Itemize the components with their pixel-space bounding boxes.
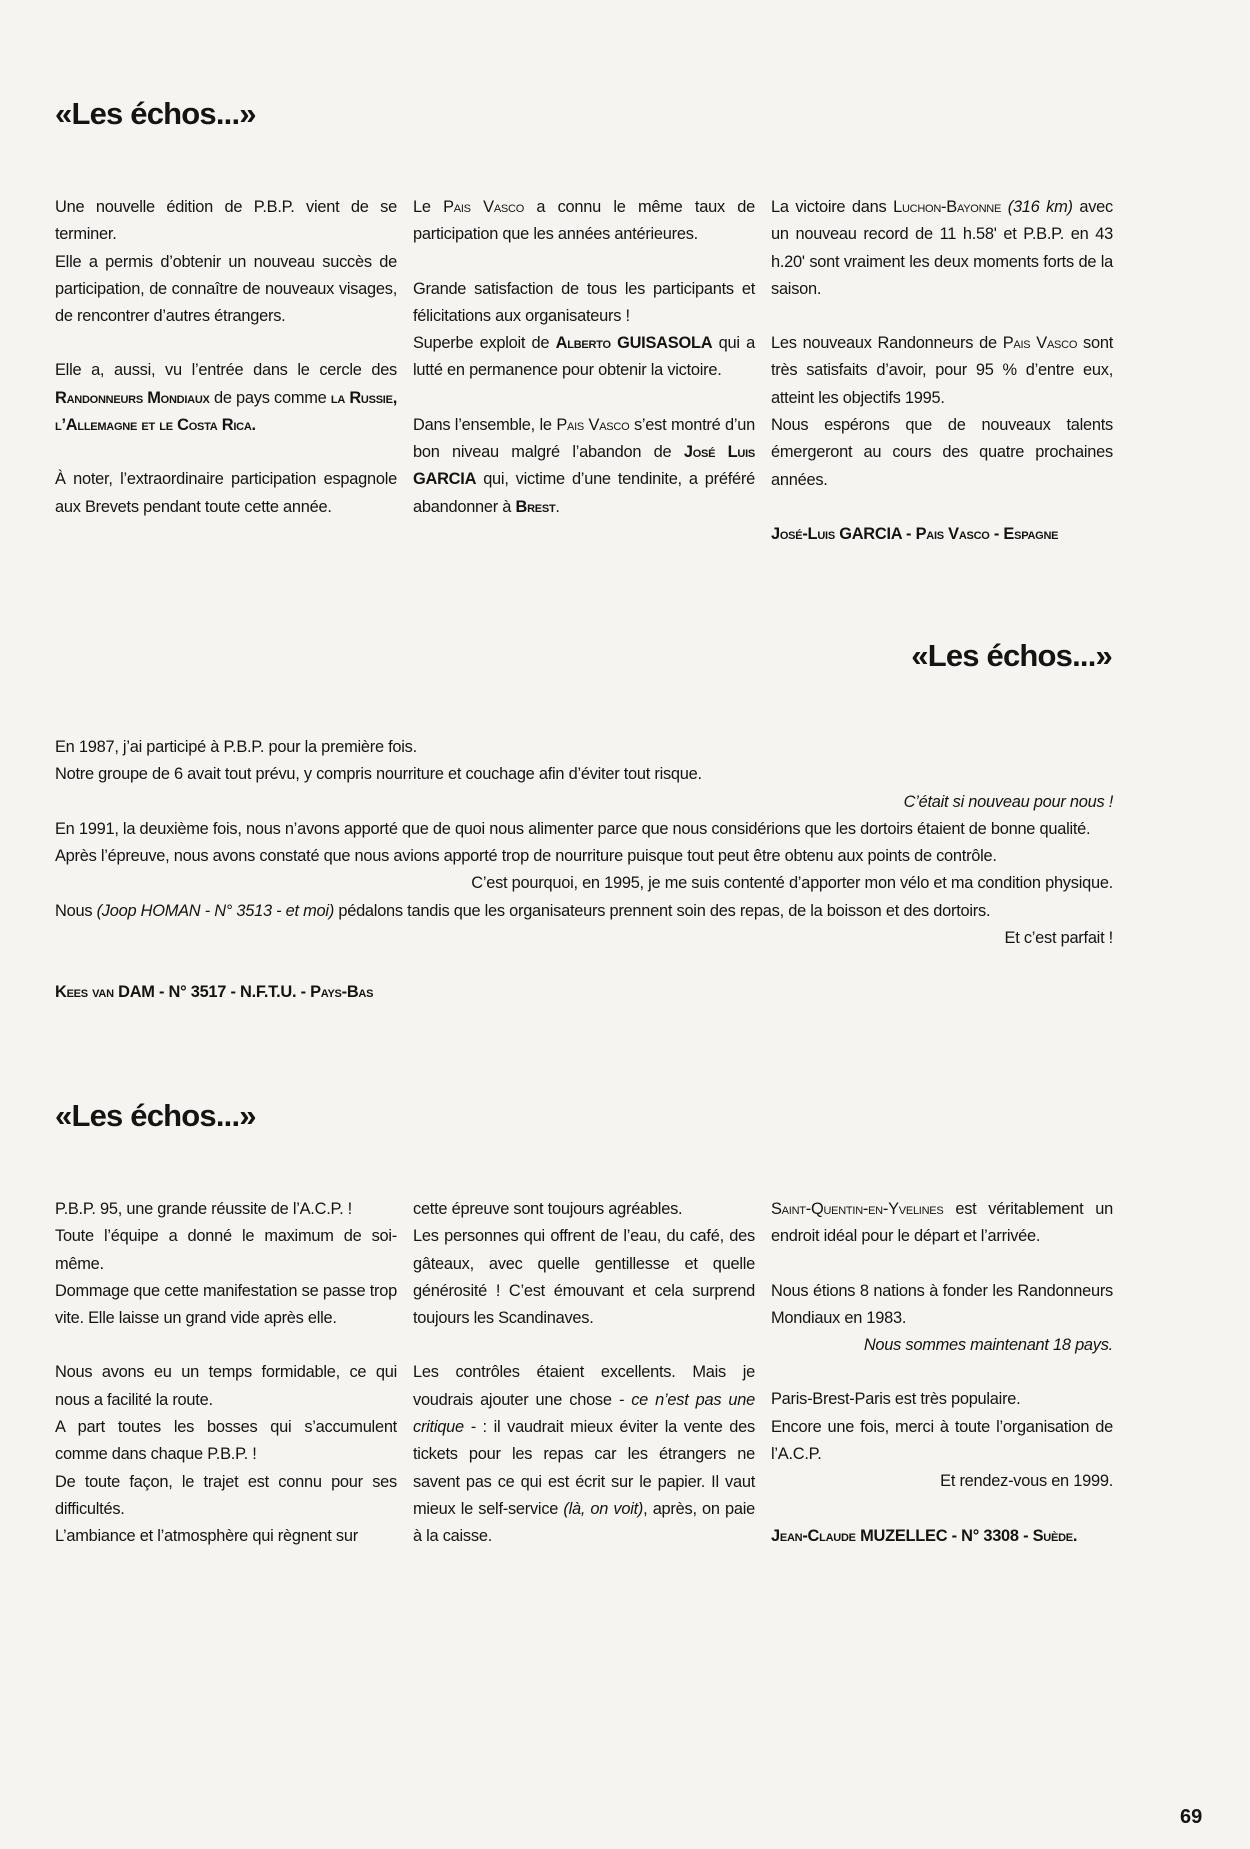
text-run: Une nouvelle édition de P.B.P. vient de se terminer.: [55, 198, 397, 244]
section1-column-1: [55, 194, 397, 521]
text-run: (là, on voit): [563, 1499, 644, 1518]
text-run: À noter, l’extraordinaire participation espagnole aux Brevets pendant toute cette année.: [55, 470, 397, 516]
text-run: .: [555, 497, 560, 516]
text-run: GUISASOLA: [610, 334, 713, 353]
text-run: (316 km): [1007, 198, 1073, 216]
text-run: De toute façon, le trajet est connu pour ses difficultés.: [55, 1472, 397, 1518]
page-number: 69: [1180, 1806, 1203, 1828]
paragraph: [771, 1414, 1113, 1469]
paragraph: [771, 412, 1113, 494]
paragraph: [413, 194, 755, 249]
text-run: - ce n’est pas une critique -: [413, 1390, 755, 1437]
text-run: P.B.P. 95, une grande réussite de l’A.C.P. !: [55, 1200, 352, 1218]
paragraph: [55, 466, 397, 521]
section3-column-2: [413, 1196, 755, 1551]
text-run: Dommage que cette manifestation se passe trop vite. Elle laisse un grand vide après elle.: [55, 1281, 397, 1328]
text-run: MUZELLEC - N° 3308 -: [855, 1526, 1033, 1545]
text-run: Le: [413, 198, 444, 216]
text-run: La victoire dans: [771, 198, 894, 216]
paragraph: [413, 330, 755, 385]
text-run: est véritablement un endroit idéal pour le départ et l’arrivée.: [771, 1200, 1113, 1246]
text-run: Encore une fois, merci à toute l’organisation de l’A.C.P.: [771, 1417, 1113, 1464]
text-run: , après, on paie à la caisse.: [413, 1499, 755, 1546]
text-run: qui, victime d’une tendinite, a préféré abandonner à: [413, 470, 755, 516]
text-run: qui a lutté en permanence pour obtenir la victoire.: [413, 334, 755, 380]
paragraph: [771, 1468, 1113, 1495]
text-run: Pais Vasco: [1002, 334, 1078, 353]
paragraph: [413, 276, 755, 331]
paragraph: [55, 898, 1113, 925]
text-run: C’est pourquoi, en 1995, je me suis contenté d’apporter mon vélo et ma condition physique.: [471, 874, 1113, 893]
text-run: Alberto: [555, 334, 611, 353]
paragraph: [771, 1386, 1113, 1413]
text-run: pédalons tandis que les organisateurs prennent soin des repas, de la boisson et des dortoirs.: [334, 901, 991, 920]
text-run: Toute l’équipe a donné le maximum de soi-même.: [55, 1227, 397, 1273]
text-run: sont très satisfaits d’avoir, pour 95 % d’entre eux, atteint les objectifs 1995.: [771, 334, 1113, 407]
paragraph: [55, 979, 1113, 1006]
section1-title: «Les échos...»: [55, 96, 256, 131]
text-run: (Joop HOMAN - N° 3513 - et moi): [96, 901, 335, 920]
text-run: José-Luis: [771, 524, 835, 543]
text-run: Les contrôles étaient excellents. Mais je voudrais ajouter une chose: [413, 1363, 755, 1409]
text-run: Et c’est parfait !: [1004, 929, 1113, 948]
paragraph: [771, 330, 1113, 412]
paragraph: [55, 1414, 397, 1469]
text-run: cette épreuve sont toujours agréables.: [413, 1200, 683, 1218]
paragraph: [55, 249, 397, 331]
text-run: Nous espérons que de nouveaux talents émergeront au cours des quatre prochaines années.: [771, 416, 1113, 489]
text-run: Nous avons eu un temps formidable, ce qui nous a facilité la route.: [55, 1363, 397, 1409]
text-run: Elle a permis d’obtenir un nouveau succès de participation, de connaître de nouveaux visages, de rencontrer d’autres étrangers.: [55, 252, 397, 326]
text-run: En 1991, la deuxième fois, nous n’avons apporté que de quoi nous alimenter parce que nous considérions que les dortoirs étaient de bonne qualité.: [55, 819, 1091, 838]
text-run: Grande satisfaction de tous les participants et félicitations aux organisateurs !: [413, 279, 755, 325]
paragraph: [55, 1359, 397, 1414]
text-run: Pais Vasco: [443, 198, 524, 216]
paragraph: [771, 1332, 1113, 1359]
text-run: Et rendez-vous en 1999.: [940, 1472, 1113, 1491]
paragraph: [55, 789, 1113, 816]
text-run: Jean-Claude: [771, 1526, 856, 1545]
paragraph: [55, 1469, 397, 1524]
section2-title: «Les échos...»: [911, 638, 1112, 673]
text-run: avec un nouveau record de 11 h.58' et P.B.P. en 43 h.20' sont vraiment les deux moments forts de la saison.: [771, 198, 1113, 298]
text-run: Randonneurs Mondiaux: [55, 388, 210, 407]
paragraph: [55, 734, 1113, 761]
paragraph: [55, 843, 1113, 870]
text-run: Suède.: [1032, 1526, 1078, 1545]
paragraph: [413, 1196, 755, 1223]
text-run: Pais Vasco - Espagne: [915, 524, 1059, 543]
text-run: Après l’épreuve, nous avons constaté que nous avions apporté trop de nourriture puisque tout peut être obtenu aux points de contrôle.: [55, 847, 997, 866]
text-run: a connu le même taux de participation que les années antérieures.: [413, 198, 755, 244]
text-run: L’ambiance et l’atmosphère qui règnent sur: [55, 1527, 358, 1546]
text-run: [1001, 198, 1008, 216]
paragraph: [55, 357, 397, 439]
text-run: Les personnes qui offrent de l’eau, du café, des gâteaux, avec quelle gentillesse et quelle générosité ! C’est émouvant et cela surprend toujours les Scandinaves.: [413, 1227, 755, 1328]
text-run: Nous sommes maintenant 18 pays.: [863, 1336, 1113, 1355]
section1-column-3: [771, 194, 1113, 548]
text-run: Les nouveaux Randonneurs de: [771, 334, 1003, 353]
text-run: : il vaudrait mieux éviter la vente des tickets pour les repas car les étrangers ne savent pas ce qui est écrit sur le papier. Il vaut mieux le self-service: [413, 1418, 755, 1518]
text-run: Luchon-Bayonne: [893, 198, 1002, 216]
text-run: Nous étions 8 nations à fonder les Randonneurs Mondiaux en 1983.: [771, 1281, 1113, 1327]
text-run: A part toutes les bosses qui s’accumulent comme dans chaque P.B.P. !: [55, 1418, 397, 1464]
text-run: Notre groupe de 6 avait tout prévu, y compris nourriture et couchage afin d’éviter tout risque.: [55, 765, 702, 784]
section3-title: «Les échos...»: [55, 1098, 256, 1133]
paragraph: [771, 521, 1113, 548]
text-run: DAM - N° 3517 - N.F.T.U. -: [113, 983, 311, 1002]
text-run: GARCIA -: [834, 524, 916, 543]
text-run: de pays comme: [209, 388, 331, 407]
paragraph: [413, 1223, 755, 1332]
text-run: C’était si nouveau pour nous !: [903, 792, 1113, 811]
paragraph: [55, 1523, 397, 1550]
text-run: Pays-Bas: [310, 983, 374, 1002]
text-run: Kees van: [55, 983, 114, 1002]
text-run: Dans l’ensemble, le: [413, 415, 557, 434]
paragraph: [55, 1278, 397, 1333]
text-run: Saint-Quentin-en-Yvelines: [771, 1200, 944, 1218]
text-run: Elle a, aussi, vu l’entrée dans le cercle des: [55, 361, 397, 380]
text-run: Paris-Brest-Paris est très populaire.: [771, 1390, 1021, 1409]
section3-column-3: [771, 1196, 1113, 1550]
paragraph: [413, 412, 755, 521]
paragraph: [771, 1196, 1113, 1251]
text-run: Brest: [515, 497, 556, 516]
text-run: José Luis: [683, 443, 756, 462]
text-run: Superbe exploit de: [413, 334, 556, 353]
text-run: Nous: [55, 901, 97, 920]
paragraph: [55, 925, 1113, 952]
paragraph: [55, 870, 1113, 897]
paragraph: [771, 194, 1113, 303]
section3-column-1: [55, 1196, 397, 1551]
text-run: s’est montré d’un bon niveau malgré l’abandon de: [413, 415, 756, 462]
paragraph: [771, 1278, 1113, 1333]
paragraph: [55, 194, 397, 249]
section2-body: [55, 734, 1113, 1007]
paragraph: [55, 816, 1113, 843]
paragraph: [771, 1523, 1113, 1550]
paragraph: [55, 761, 1113, 788]
paragraph: [55, 1196, 397, 1223]
text-run: GARCIA: [413, 470, 477, 489]
paragraph: [55, 1223, 397, 1278]
section1-column-2: [413, 194, 755, 521]
paragraph: [413, 1359, 755, 1550]
text-run: la Russie, l’Allemagne et le Costa Rica.: [55, 388, 397, 435]
text-run: En 1987, j’ai participé à P.B.P. pour la première fois.: [55, 738, 417, 756]
text-run: Pais Vasco: [556, 415, 630, 434]
